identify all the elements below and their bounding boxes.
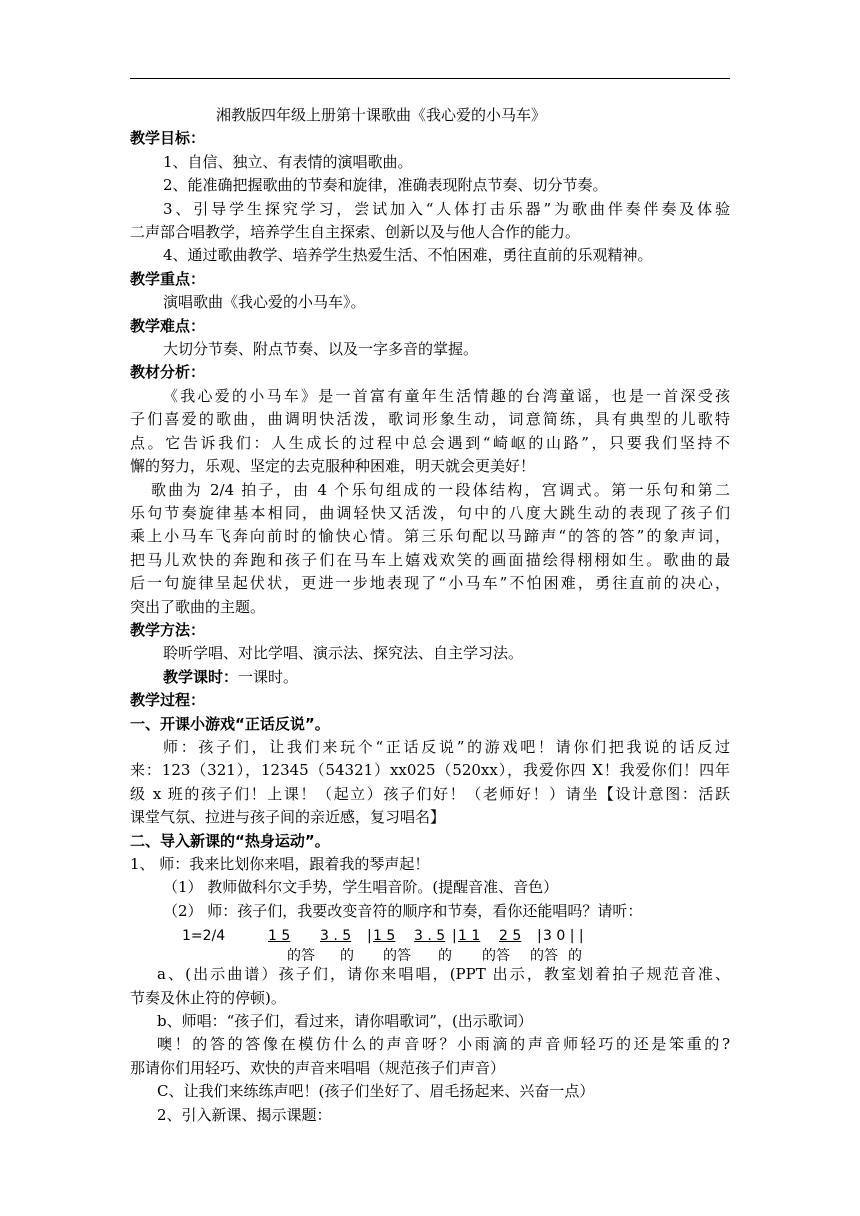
- analysis-line: 《我心爱的小马车》是一首富有童年生活情趣的台湾童谣，也是一首深受孩: [163, 386, 730, 405]
- notation-group: 1 1: [458, 928, 481, 945]
- key-points-text: 演唱歌曲《我心爱的小马车》。: [163, 293, 366, 312]
- analysis-heading: 教材分析：: [130, 363, 206, 382]
- analysis-line: 乘上小马车飞奔向前时的愉快心情。第三乐句配以马蹄声“的答的答”的象声词，: [130, 527, 730, 546]
- part1-line: 师：孩子们，让我们来玩个“正话反说”的游戏吧！请你们把我说的话反过: [163, 737, 730, 756]
- part1-line: 级 x 班的孩子们！上课！（起立）孩子们好！（老师好！）请坐【设计意图：活跃: [130, 784, 730, 803]
- music-notation: [130, 923, 730, 963]
- notation-group: 1 5: [268, 928, 291, 945]
- difficulties-heading: 教学难点：: [130, 316, 206, 335]
- part2-line: a、(出示曲谱）孩子们，请你来唱唱，(PPT 出示，教室划着拍子规范音准、: [157, 965, 730, 984]
- part2-line: 2、引入新课、揭示课题：: [157, 1105, 332, 1124]
- lyric: 的: [438, 948, 452, 965]
- notation-barline: |: [452, 928, 457, 945]
- notation-barline: |: [537, 928, 542, 945]
- key-points-heading: 教学重点：: [130, 269, 206, 288]
- notation-group: 3 . 5: [414, 928, 446, 945]
- methods-heading: 教学方法：: [130, 620, 206, 639]
- document-body: [130, 104, 730, 1127]
- difficulties-text: 大切分节奏、附点节奏、以及一字多音的掌握。: [163, 340, 479, 359]
- analysis-line: 点。它告诉我们：人生成长的过程中总会遇到“崎岖的山路”，只要我们坚持不: [130, 433, 730, 452]
- part2-line: 节奏及休止符的停顿)。: [130, 988, 286, 1007]
- lyric: 的答: [287, 948, 315, 965]
- process-heading: 教学过程：: [130, 691, 206, 710]
- notation-group: 1 5: [373, 928, 396, 945]
- part1-heading: 一、开课小游戏“正话反说”。: [130, 714, 330, 733]
- lyric: 的答: [383, 948, 411, 965]
- analysis-line: 懈的努力，乐观、坚定的去克服种种困难，明天就会更美好！: [130, 457, 536, 476]
- part1-line: 来：123（321），12345（54321）xx025（520xx），我爱你四 X！我爱你们！四年: [130, 761, 730, 780]
- notation-group: 3 0 | |: [543, 928, 584, 945]
- analysis-line: 突出了歌曲的主题。: [130, 597, 266, 616]
- part1-line: 课堂气氛、拉进与孩子间的亲近感，复习唱名】: [130, 808, 446, 827]
- part2-subitem: （1） 教师做科尔文手势，学生唱音阶。(提醒音准、音色）: [163, 878, 559, 897]
- goal-item-continued: 二声部合唱教学，培养学生自主探索、创新以及与他人合作的能力。: [130, 223, 581, 242]
- part2-line: C、让我们来练练声吧！(孩子们坐好了、眉毛扬起来、兴奋一点）: [157, 1082, 595, 1101]
- notation-group: 3 . 5: [320, 928, 352, 945]
- lyric: 的答: [530, 948, 558, 965]
- part2-subitem: （2） 师：孩子们，我要改变音符的顺序和节奏，看你还能唱吗？请听：: [163, 901, 643, 920]
- part2-line: 那请你们用轻巧、欢快的声音来唱唱（规范孩子们声音）: [130, 1058, 506, 1077]
- lesson-hours-label: 教学课时：: [163, 667, 239, 686]
- methods-text: 聆听学唱、对比学唱、演示法、探究法、自主学习法。: [163, 644, 524, 663]
- lyric: 的答: [482, 948, 510, 965]
- notation-group: 2 5: [499, 928, 522, 945]
- analysis-line: 后一句旋律呈起伏状，更进一步地表现了“小马车”不怕困难，勇往直前的决心，: [130, 574, 730, 593]
- goal-item: 2、能准确把握歌曲的节奏和旋律，准确表现附点节奏、切分节奏。: [163, 176, 608, 195]
- notation-key: 1=2/4: [182, 928, 226, 945]
- analysis-line: 歌曲为 2/4 拍子，由 4 个乐句组成的一段体结构，宫调式。第一乐句和第二: [151, 480, 730, 499]
- document-title: 湘教版四年级上册第十课歌曲《我心爱的小马车》: [216, 106, 547, 124]
- goal-item: 1、自信、独立、有表情的演唱歌曲。: [163, 152, 413, 171]
- goals-heading: 教学目标：: [130, 129, 206, 148]
- analysis-line: 乐句节奏旋律基本相同，曲调轻快又活泼，句中的八度大跳生动的表现了孩子们: [130, 503, 730, 522]
- analysis-line: 把马儿欢快的奔跑和孩子们在马车上嬉戏欢笑的画面描绘得栩栩如生。歌曲的最: [130, 550, 730, 569]
- part2-heading: 二、导入新课的“热身运动”。: [130, 831, 330, 850]
- part2-item: 1、 师：我来比划你来唱，跟着我的琴声起！: [130, 855, 430, 873]
- goal-item: 4、通过歌曲教学、培养学生热爱生活、不怕困难，勇往直前的乐观精神。: [163, 246, 653, 265]
- lyric: 的: [340, 948, 354, 965]
- part2-line: b、师唱：“孩子们，看过来，请你唱歌词”，(出示歌词）: [157, 1012, 533, 1031]
- lesson-hours-value: 一课时。: [238, 667, 299, 686]
- lyric: 的: [568, 948, 582, 965]
- goal-item: 3、引导学生探究学习，尝试加入“人体打击乐器”为歌曲伴奏伴奏及体验: [163, 199, 730, 218]
- notation-barline: |: [367, 928, 372, 945]
- lesson-hours: [130, 666, 730, 689]
- part2-line: 噢！的答的答像在模仿什么的声音呀？小雨滴的声音师轻巧的还是笨重的?: [157, 1035, 730, 1054]
- header-rule: [130, 78, 730, 79]
- analysis-line: 子们喜爱的歌曲，曲调明快活泼，歌词形象生动，词意简练，具有典型的儿歌特: [130, 410, 730, 429]
